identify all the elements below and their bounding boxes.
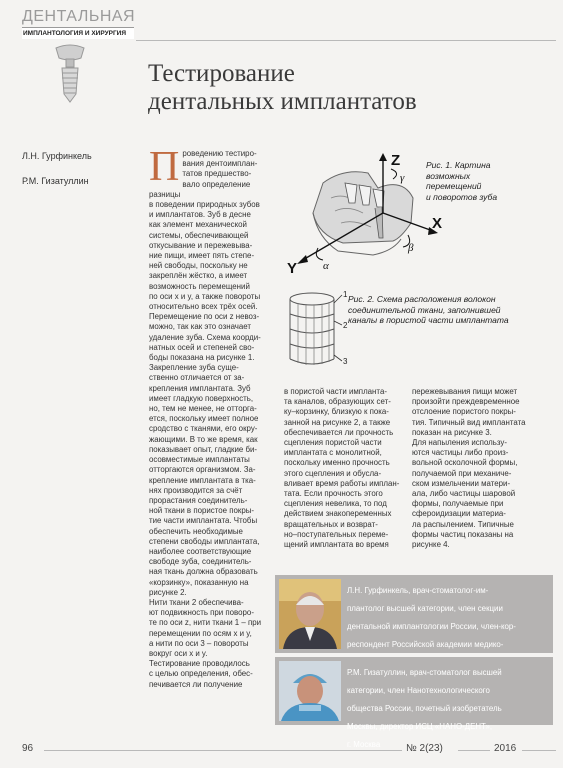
text-line: по оси x и y, а также повороты — [149, 291, 261, 301]
text-line: щений имплантата во время — [284, 540, 389, 550]
angle-beta-label: β — [408, 242, 414, 254]
text-line: ала, либо частицы шаровой — [412, 489, 516, 499]
text-line: жающими. В то же время, как — [149, 434, 258, 444]
text-line: те по оси z, нити ткани 1 – при — [149, 618, 262, 628]
text-line: Москвы, директор ИСЦ «НАНО-ДЕНТ», — [347, 722, 493, 732]
text-line: ют подвижность при поворо- — [149, 608, 254, 618]
text-line: удаление зуба. Схема коорди- — [149, 332, 261, 342]
text-line: и имплантатов. Зуб в десне — [149, 210, 251, 220]
fiber-label-2: 2 — [343, 321, 348, 330]
text-line: роведению тестиро- — [182, 149, 257, 158]
text-line: ются частицы либо произ- — [412, 448, 509, 458]
text-line: произойти преждевременное — [412, 397, 520, 407]
text-line: ственно отличается от за- — [149, 373, 245, 383]
author-photo — [279, 661, 341, 721]
text-line: прорастания соединитель- — [149, 495, 248, 505]
text-line: степени свободы имплантата, — [149, 536, 260, 546]
text-line: поскольку именно прочность — [284, 458, 390, 468]
issue-number: № 2(23) — [406, 743, 443, 754]
text-line: формы, получаемые при — [412, 499, 504, 509]
text-line: вольной осколочной формы, — [412, 458, 518, 468]
text-line: Нити ткани 2 обеспечива- — [149, 597, 244, 607]
text-line: ском измельчении матери- — [412, 478, 511, 488]
footer-rule — [522, 750, 556, 751]
text-line: боды показана на рисунке 1. — [149, 353, 255, 363]
text-line: свободе зуба, соединитель- — [149, 557, 252, 567]
issue-year: 2016 — [494, 743, 517, 754]
axis-x-label: X — [432, 215, 443, 232]
angle-gamma-label: γ — [400, 172, 405, 184]
text-line: но–поступательных переме- — [284, 529, 389, 539]
text-line: плантолог высшей категории, член секции — [347, 603, 503, 613]
author-photo — [279, 579, 341, 649]
text-line: перемещении по осям x и y, — [149, 628, 252, 638]
fiber-label-3: 3 — [343, 357, 348, 366]
text-line: относительно всех трёх осей. — [149, 302, 258, 312]
text-line: имплантата с монолитной, — [284, 448, 382, 458]
section-subtitle-bar — [22, 27, 134, 39]
text-line: Тестирование проводилось — [149, 659, 250, 669]
caption-line: Рис. 2. Схема расположения волокон — [348, 294, 496, 304]
text-line: вания дентоимплан- — [182, 159, 258, 169]
text-line: ется, поскольку имеет полное — [149, 414, 259, 424]
text-line: вало определение разницы — [149, 179, 251, 199]
text-line: крепление имплантата в тка- — [149, 475, 256, 485]
author-bio-text — [347, 660, 549, 758]
article-title-line1: Тестирование — [148, 60, 295, 87]
header-rule — [136, 40, 556, 41]
caption-line: каналы в пористой части имплантата — [348, 315, 509, 325]
text-line: этого сцепления и обусла- — [284, 468, 382, 478]
text-line: вокруг оси x и y. — [149, 648, 208, 658]
text-line: крепления имплантата. Зуб — [149, 383, 251, 393]
text-line: Р.М. Гизатуллин, врач-стоматолог высшей — [347, 667, 502, 677]
text-line: вращательных и возврат- — [284, 519, 378, 529]
text-line: «корзинку», показанную на — [149, 577, 249, 587]
page-number: 96 — [22, 743, 34, 754]
text-line: системы, обеспечивающей — [149, 230, 249, 240]
text-line: с целью определения, обес- — [149, 669, 253, 679]
section-brand — [22, 8, 134, 40]
footer-rule — [44, 750, 402, 751]
figure-2-caption — [348, 294, 553, 326]
text-line: тие части имплантата. Чтобы — [149, 516, 258, 526]
text-line: показан на рисунке 3. — [412, 427, 492, 437]
text-line: респондент Российской академии медико- — [347, 640, 504, 650]
text-line: действием знакопеременных — [284, 509, 392, 519]
text-line: обеспечивается ли прочность — [284, 427, 394, 437]
text-line: как элемент механической — [149, 220, 247, 230]
caption-line: возможных — [426, 170, 471, 181]
text-line: вливает время работы имплан- — [284, 478, 400, 488]
author-name: Л.Н. Гурфинкель — [22, 151, 92, 161]
author-bio-card — [275, 575, 553, 653]
text-line: ку–корзинку, близкую к пока- — [284, 407, 389, 417]
fiber-label-1: 1 — [343, 290, 348, 299]
article-column-1 — [149, 144, 273, 690]
text-line: а нити по оси 3 – повороты — [149, 638, 249, 648]
text-line: татов предшество- — [182, 169, 252, 179]
article-column-3 — [412, 387, 547, 550]
text-line: нях производится за счёт — [149, 485, 243, 495]
caption-line: перемещений — [426, 181, 482, 191]
text-line: имеет гладкую поверхность, — [149, 393, 254, 403]
text-line: занной на рисунке 2, а также — [284, 417, 391, 427]
angle-alpha-label: α — [323, 260, 329, 272]
text-line: г. Москва — [347, 740, 381, 750]
text-line: рисунке 2. — [149, 587, 187, 597]
text-line: показывает опыт, гладкие би- — [149, 444, 258, 454]
text-line: ние пищи, имеет пять степе- — [149, 251, 255, 261]
axis-y-label: Y — [287, 260, 298, 277]
text-line: общества России, почетный изобретатель — [347, 704, 502, 714]
text-line: получаемой при механиче- — [412, 468, 512, 478]
text-line: тата. Если прочность этого — [284, 489, 383, 499]
text-line: рисунке 4. — [412, 540, 450, 550]
caption-line: соединительной ткани, заполнившей — [348, 304, 501, 315]
implant-icon — [50, 44, 90, 104]
text-line: можно, так как это означает — [149, 322, 252, 332]
article-title-line2: дентальных имплантатов — [148, 88, 417, 115]
text-line: откусывание и пережевыва- — [149, 240, 253, 250]
text-line: пережевывания пищи может — [412, 387, 518, 396]
figure-2-basket-diagram — [282, 283, 352, 373]
text-line: натных осей и степеней сво- — [149, 342, 255, 352]
text-line: сфероидизации материа- — [412, 509, 506, 519]
text-line: возможность перемещений — [149, 281, 250, 291]
text-line: в поведении природных зубов — [149, 200, 260, 210]
text-line: тия. Типичный вид имплантата — [412, 417, 526, 427]
axis-z-label: Z — [391, 152, 401, 169]
text-line: сцепления пористой части — [284, 438, 382, 448]
drop-cap: П — [149, 144, 180, 190]
text-line: дентальной имплантологии России, член-кор- — [347, 622, 516, 632]
text-line: Л.Н. Гурфинкель, врач-стоматолог-им- — [347, 585, 489, 595]
text-line: закреплён жёстко, а имеет — [149, 271, 248, 281]
text-line: наиболее соответствующие — [149, 546, 252, 556]
section-title: ДЕНТАЛЬНАЯ — [22, 8, 136, 25]
text-line: категории, член Нанотехнологического — [347, 685, 490, 695]
text-line: в пористой части импланта- — [284, 387, 387, 396]
section-subtitle: ИМПЛАНТОЛОГИЯ И ХИРУРГИЯ — [23, 30, 127, 37]
text-line: отслоение пористого покры- — [412, 407, 516, 417]
caption-line: и поворотов зуба — [426, 191, 498, 202]
text-line: ная ткань должна образовать — [149, 567, 258, 577]
text-line: Для напыления использу- — [412, 438, 507, 448]
text-line: ней свободы, поскольку не — [149, 261, 248, 271]
text-line: обеспечить необходимые — [149, 526, 243, 536]
text-line: Закрепление зуба суще- — [149, 363, 239, 373]
footer-rule — [458, 750, 490, 751]
text-line: ла распылением. Типичные — [412, 519, 514, 529]
text-line: та каналов, образующих сет- — [284, 397, 391, 407]
article-column-2 — [284, 387, 406, 550]
text-line: формы частиц показаны на — [412, 529, 514, 539]
text-line: отторгаются организмом. За- — [149, 465, 256, 475]
figure-1-caption — [426, 160, 551, 202]
text-line: сродство с тканями, его окру- — [149, 424, 258, 434]
caption-line: Рис. 1. Картина — [426, 160, 491, 170]
text-line: осовместимые имплантаты — [149, 455, 250, 465]
author-name: Р.М. Гизатуллин — [22, 176, 89, 186]
text-line: печивается ли получение — [149, 679, 243, 689]
article-title — [148, 60, 548, 116]
text-line: ной ткани в пористое покры- — [149, 506, 255, 516]
text-line: Перемещение по оси z невоз- — [149, 312, 260, 322]
text-line: но, тем не менее, не отторга- — [149, 404, 257, 414]
text-line: сцепления невелика, то под — [284, 499, 387, 509]
